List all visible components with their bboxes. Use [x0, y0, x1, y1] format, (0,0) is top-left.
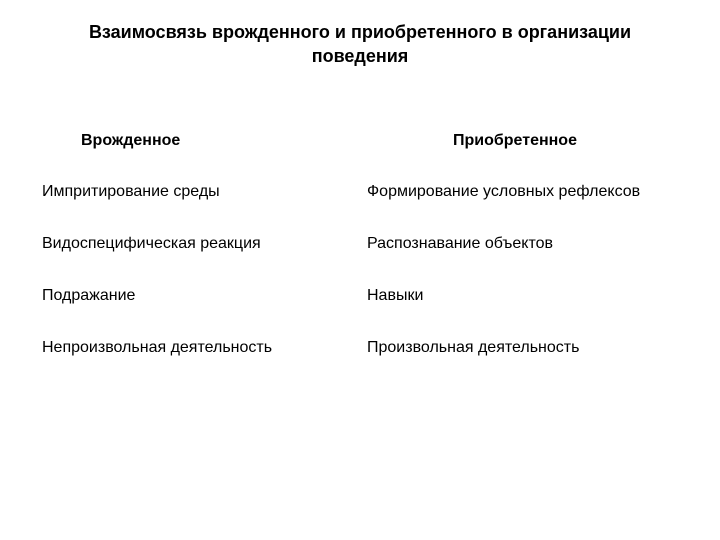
comparison-row — [0, 337, 720, 361]
acquired-cell: Навыки — [367, 287, 424, 304]
slide-title-line-2: поведения — [311, 46, 409, 66]
acquired-cell: Произвольная деятельность — [367, 339, 580, 356]
innate-cell: Непроизвольная деятельность — [42, 339, 273, 356]
slide-title — [40, 20, 680, 68]
acquired-cell: Формирование условных рефлексов — [367, 183, 641, 200]
acquired-cell: Распознавание объектов — [367, 235, 553, 252]
slide-title-line-1: Взаимосвязь врожденного и приобретенного в организации — [88, 22, 632, 42]
comparison-row — [0, 285, 720, 309]
innate-cell: Подражание — [42, 287, 136, 304]
comparison-row — [0, 233, 720, 257]
innate-cell: Импритирование среды — [42, 183, 220, 200]
column-header-acquired: Приобретенное — [453, 132, 577, 149]
column-header-innate: Врожденное — [81, 132, 181, 149]
innate-cell: Видоспецифическая реакция — [42, 235, 261, 252]
comparison-row — [0, 181, 720, 205]
